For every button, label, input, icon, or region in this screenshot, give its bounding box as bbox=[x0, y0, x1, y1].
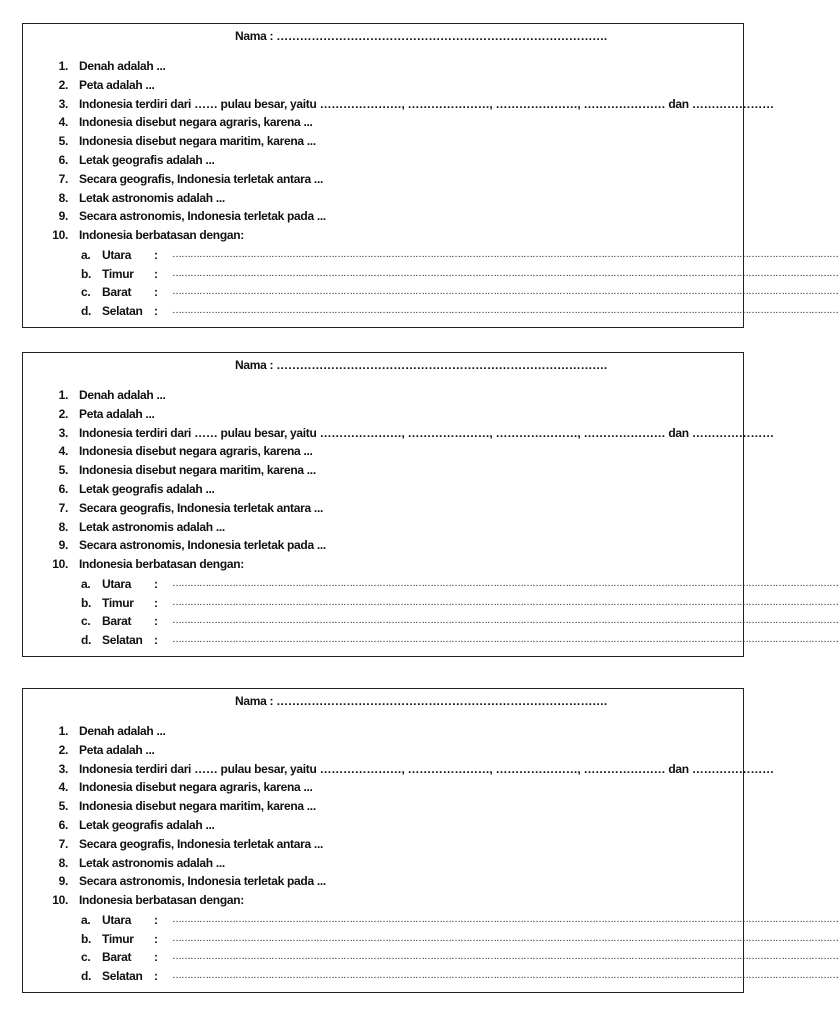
question-item bbox=[23, 171, 743, 187]
question-item bbox=[23, 817, 743, 833]
border-item bbox=[23, 576, 838, 592]
question-text: Denah adalah ... bbox=[79, 388, 166, 402]
question-item bbox=[23, 892, 743, 908]
question-item bbox=[23, 779, 743, 795]
question-text: Peta adalah ... bbox=[79, 406, 155, 421]
border-letter: c. bbox=[81, 950, 91, 965]
question-text: Indonesia berbatasan dengan: bbox=[79, 893, 244, 908]
question-item bbox=[23, 519, 743, 535]
border-answer-blank: …………………………………………………………………………………………………………………………………………………………………………………………………… bbox=[172, 914, 838, 925]
border-item bbox=[23, 632, 838, 648]
border-answer-blank: …………………………………………………………………………………………………………………………………………………………………………………………………… bbox=[172, 615, 838, 627]
name-field: Nama : …………………………………………………………………………. bbox=[235, 29, 607, 43]
question-number: 2. bbox=[58, 406, 68, 421]
border-colon: : bbox=[154, 248, 158, 262]
question-text: Indonesia berbatasan dengan: bbox=[79, 228, 244, 243]
question-text: Secara astronomis, Indonesia terletak pada ... bbox=[79, 538, 326, 553]
border-colon: : bbox=[154, 633, 158, 648]
border-letter: d. bbox=[81, 633, 92, 648]
border-answer-blank: …………………………………………………………………………………………………………………………………………………………………………………………………… bbox=[172, 932, 838, 944]
border-direction: Timur bbox=[102, 595, 134, 610]
question-number: 4. bbox=[58, 780, 68, 795]
question-number: 1. bbox=[58, 388, 68, 402]
border-item bbox=[23, 613, 838, 629]
border-direction: Utara bbox=[102, 913, 132, 927]
border-letter: d. bbox=[81, 969, 92, 984]
question-text: Indonesia disebut negara agraris, karena ... bbox=[79, 115, 313, 130]
border-item bbox=[23, 247, 838, 263]
question-number: 5. bbox=[58, 799, 68, 814]
question-number: 9. bbox=[58, 538, 68, 553]
question-text: Letak geografis adalah ... bbox=[79, 482, 215, 496]
worksheet-card bbox=[22, 352, 838, 657]
question-item bbox=[23, 133, 743, 149]
border-letter: a. bbox=[81, 913, 91, 927]
border-colon: : bbox=[154, 950, 158, 965]
question-number: 10. bbox=[52, 557, 68, 572]
question-number: 8. bbox=[58, 855, 68, 870]
border-colon: : bbox=[154, 266, 158, 281]
border-answer-blank: …………………………………………………………………………………………………………………………………………………………………………………………………… bbox=[172, 634, 838, 646]
question-number: 5. bbox=[58, 463, 68, 478]
question-item bbox=[23, 462, 743, 478]
question-text: Secara astronomis, Indonesia terletak pada ... bbox=[79, 874, 326, 889]
border-direction: Selatan bbox=[102, 304, 143, 319]
question-item bbox=[23, 96, 774, 112]
question-number: 7. bbox=[58, 836, 68, 851]
question-text: Secara geografis, Indonesia terletak antara ... bbox=[79, 500, 324, 515]
question-number: 8. bbox=[58, 190, 68, 205]
question-number: 2. bbox=[58, 77, 68, 92]
question-text: Letak astronomis adalah ... bbox=[79, 190, 225, 205]
name-field: Nama : …………………………………………………………………………. bbox=[235, 694, 607, 708]
border-item bbox=[23, 912, 838, 928]
question-item bbox=[23, 742, 743, 758]
question-item bbox=[23, 58, 743, 74]
border-letter: a. bbox=[81, 577, 91, 591]
question-text: Denah adalah ... bbox=[79, 724, 166, 738]
question-item bbox=[23, 425, 774, 441]
question-item bbox=[23, 836, 743, 852]
question-item bbox=[23, 798, 743, 814]
question-number: 3. bbox=[58, 761, 68, 776]
question-item bbox=[23, 855, 743, 871]
border-letter: d. bbox=[81, 304, 92, 319]
question-item bbox=[23, 190, 743, 206]
border-item bbox=[23, 968, 838, 984]
question-item bbox=[23, 406, 743, 422]
question-item bbox=[23, 443, 743, 459]
question-text: Indonesia disebut negara agraris, karena ... bbox=[79, 780, 313, 795]
border-colon: : bbox=[154, 614, 158, 629]
question-text: Secara geografis, Indonesia terletak antara ... bbox=[79, 836, 324, 851]
question-text: Indonesia disebut negara maritim, karena ... bbox=[79, 134, 316, 149]
question-text: Indonesia terdiri dari …… pulau besar, yaitu …………………, …………………, …………………, ………………… dan ………………… bbox=[79, 761, 774, 776]
question-item bbox=[23, 227, 743, 243]
border-direction: Selatan bbox=[102, 633, 143, 648]
question-text: Peta adalah ... bbox=[79, 77, 155, 92]
question-text: Indonesia disebut negara maritim, karena ... bbox=[79, 463, 316, 478]
border-answer-blank: …………………………………………………………………………………………………………………………………………………………………………………………………… bbox=[172, 970, 838, 982]
question-number: 8. bbox=[58, 519, 68, 534]
question-text: Indonesia terdiri dari …… pulau besar, yaitu …………………, …………………, …………………, ………………… dan ………………… bbox=[79, 425, 774, 440]
border-colon: : bbox=[154, 913, 158, 927]
worksheet-card bbox=[22, 23, 838, 328]
worksheet-card bbox=[22, 688, 838, 993]
question-number: 6. bbox=[58, 482, 68, 496]
border-colon: : bbox=[154, 969, 158, 984]
question-item bbox=[23, 723, 743, 739]
border-direction: Barat bbox=[102, 950, 132, 965]
question-text: Indonesia terdiri dari …… pulau besar, yaitu …………………, …………………, …………………, ………………… dan ………………… bbox=[79, 96, 774, 111]
question-item bbox=[23, 537, 743, 553]
question-number: 10. bbox=[52, 228, 68, 243]
border-direction: Barat bbox=[102, 285, 132, 300]
question-number: 3. bbox=[58, 425, 68, 440]
border-answer-blank: …………………………………………………………………………………………………………………………………………………………………………………………………… bbox=[172, 951, 838, 963]
question-number: 5. bbox=[58, 134, 68, 149]
border-colon: : bbox=[154, 595, 158, 610]
question-number: 1. bbox=[58, 59, 68, 73]
question-number: 10. bbox=[52, 893, 68, 908]
question-item bbox=[23, 556, 743, 572]
question-number: 1. bbox=[58, 724, 68, 738]
border-item bbox=[23, 931, 838, 947]
question-text: Peta adalah ... bbox=[79, 742, 155, 757]
question-text: Letak geografis adalah ... bbox=[79, 818, 215, 832]
question-item bbox=[23, 77, 743, 93]
border-item bbox=[23, 949, 838, 965]
border-direction: Timur bbox=[102, 931, 134, 946]
question-number: 7. bbox=[58, 171, 68, 186]
question-item bbox=[23, 873, 743, 889]
question-item bbox=[23, 500, 743, 516]
border-item bbox=[23, 266, 838, 282]
border-letter: b. bbox=[81, 595, 92, 610]
question-text: Denah adalah ... bbox=[79, 59, 166, 73]
border-item bbox=[23, 595, 838, 611]
question-text: Letak geografis adalah ... bbox=[79, 153, 215, 167]
question-number: 7. bbox=[58, 500, 68, 515]
question-item bbox=[23, 387, 743, 403]
border-direction: Utara bbox=[102, 248, 132, 262]
question-text: Secara geografis, Indonesia terletak antara ... bbox=[79, 171, 324, 186]
question-text: Letak astronomis adalah ... bbox=[79, 855, 225, 870]
border-answer-blank: …………………………………………………………………………………………………………………………………………………………………………………………………… bbox=[172, 249, 838, 260]
border-letter: b. bbox=[81, 266, 92, 281]
question-item bbox=[23, 481, 743, 497]
border-answer-blank: …………………………………………………………………………………………………………………………………………………………………………………………………… bbox=[172, 305, 838, 317]
border-answer-blank: …………………………………………………………………………………………………………………………………………………………………………………………………… bbox=[172, 267, 838, 279]
border-colon: : bbox=[154, 285, 158, 300]
border-letter: a. bbox=[81, 248, 91, 262]
question-text: Indonesia disebut negara agraris, karena ... bbox=[79, 444, 313, 459]
question-number: 4. bbox=[58, 115, 68, 130]
border-direction: Utara bbox=[102, 577, 132, 591]
border-direction: Selatan bbox=[102, 969, 143, 984]
border-letter: b. bbox=[81, 931, 92, 946]
border-direction: Barat bbox=[102, 614, 132, 629]
border-letter: c. bbox=[81, 614, 91, 629]
question-text: Indonesia disebut negara maritim, karena ... bbox=[79, 799, 316, 814]
question-number: 9. bbox=[58, 874, 68, 889]
border-answer-blank: …………………………………………………………………………………………………………………………………………………………………………………………………… bbox=[172, 286, 838, 298]
question-item bbox=[23, 114, 743, 130]
question-number: 6. bbox=[58, 818, 68, 832]
question-text: Secara astronomis, Indonesia terletak pada ... bbox=[79, 209, 326, 224]
border-direction: Timur bbox=[102, 266, 134, 281]
question-text: Indonesia berbatasan dengan: bbox=[79, 557, 244, 572]
border-letter: c. bbox=[81, 285, 91, 300]
border-colon: : bbox=[154, 931, 158, 946]
border-colon: : bbox=[154, 577, 158, 591]
border-colon: : bbox=[154, 304, 158, 319]
question-text: Letak astronomis adalah ... bbox=[79, 519, 225, 534]
question-item bbox=[23, 761, 774, 777]
question-item bbox=[23, 208, 743, 224]
question-number: 3. bbox=[58, 96, 68, 111]
question-item bbox=[23, 152, 743, 168]
border-answer-blank: …………………………………………………………………………………………………………………………………………………………………………………………………… bbox=[172, 596, 838, 608]
question-number: 9. bbox=[58, 209, 68, 224]
question-number: 4. bbox=[58, 444, 68, 459]
border-item bbox=[23, 303, 838, 319]
border-item bbox=[23, 284, 838, 300]
border-answer-blank: …………………………………………………………………………………………………………………………………………………………………………………………………… bbox=[172, 578, 838, 589]
name-field: Nama : …………………………………………………………………………. bbox=[235, 358, 607, 372]
question-number: 6. bbox=[58, 153, 68, 167]
question-number: 2. bbox=[58, 742, 68, 757]
